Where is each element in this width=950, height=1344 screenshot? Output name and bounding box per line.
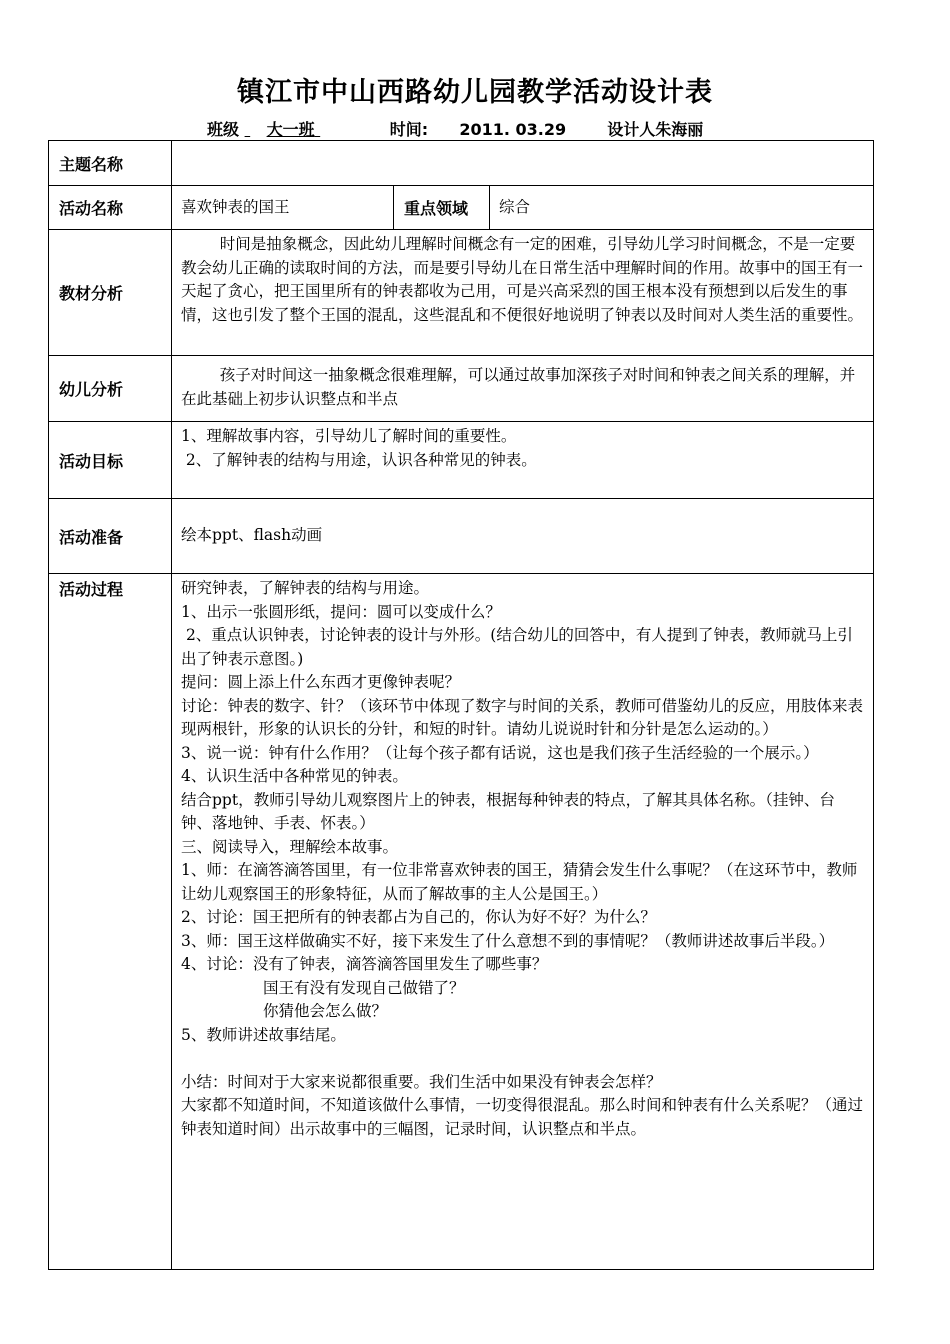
summary-line: 小结：时间对于大家来说都很重要。我们生活中如果没有钟表会怎样？ — [181, 1072, 662, 1091]
theme-value — [172, 141, 874, 186]
class-label: 班级 — [207, 120, 240, 139]
process-line: 1、师：在滴答滴答国里，有一位非常喜欢钟表的国王，猜猜会发生什么事呢？（在这环节中，教师让幼儿观察国王的形象特征，从而了解故事的主人公是国王。） — [181, 861, 858, 903]
children-text: 孩子对时间这一抽象概念很难理解，可以通过故事加深孩子对时间和钟表之间关系的理解，并在此基础上初步认识整点和半点 — [181, 366, 856, 408]
process-line: 提问：圆上添上什么东西才更像钟表呢？ — [181, 673, 461, 691]
row-children — [49, 356, 874, 422]
time-label: 时间: — [389, 120, 429, 139]
process-line: 讨论：钟表的数字、针？（该环节中体现了数字与时间的关系，教师可借鉴幼儿的反应，用肢体来表现两根针，形象的认识长的分针，和短的时针。请幼儿说说时针和分针是怎么运动的。） — [181, 696, 864, 738]
process-label: 活动过程 — [49, 574, 172, 1270]
class-value: 大一班 — [266, 120, 315, 139]
focus-label: 重点领域 — [394, 186, 490, 230]
process-line-indented: 国王有没有发现自己做错了？ — [263, 978, 465, 997]
row-process — [49, 574, 874, 1270]
document-title: 镇江市中山西路幼儿园教学活动设计表 — [237, 77, 713, 108]
process-line: 5、教师讲述故事结尾。 — [181, 1025, 346, 1044]
goals-label: 活动目标 — [49, 422, 172, 499]
goal-item: 1、理解故事内容，引导幼儿了解时间的重要性。 — [181, 427, 517, 445]
process-line: 4、认识生活中各种常见的钟表。 — [181, 767, 408, 785]
class-underline-gap — [245, 120, 267, 139]
blank-line — [181, 1047, 865, 1071]
header-info-line — [207, 117, 703, 140]
row-theme — [49, 141, 874, 186]
process-line: 4、讨论：没有了钟表，滴答滴答国里发生了哪些事？ — [181, 955, 548, 973]
row-prep — [49, 499, 874, 574]
time-value: 2011. 03.29 — [459, 120, 567, 139]
process-line: 三、阅读导入，理解绘本故事。 — [181, 837, 399, 856]
children-label: 幼儿分析 — [49, 356, 172, 422]
material-label: 教材分析 — [49, 230, 172, 356]
process-line: 结合ppt，教师引导幼儿观察图片上的钟表，根据每种钟表的特点，了解其具体名称。（挂钟、台钟、落地钟、手表、怀表。） — [181, 790, 835, 832]
process-line: 3、说一说：钟有什么作用？（让每个孩子都有话说，这也是我们孩子生活经验的一个展示。） — [181, 743, 819, 762]
process-line-indented: 你猜他会怎么做？ — [263, 1002, 388, 1020]
process-line: 研究钟表，了解钟表的结构与用途。 — [181, 579, 430, 597]
process-line: 1、出示一张圆形纸，提问：圆可以变成什么？ — [181, 602, 501, 621]
designer: 设计人朱海丽 — [607, 120, 704, 139]
theme-label: 主题名称 — [49, 141, 172, 186]
process-line: 2、讨论：国王把所有的钟表都占为自己的，你认为好不好？为什么？ — [181, 908, 656, 926]
class-underline-tail — [315, 120, 367, 139]
row-activity — [49, 186, 874, 230]
process-line: 3、师：国王这样做确实不好，接下来发生了什么意想不到的事情呢？（教师讲述故事后半段。） — [181, 931, 835, 950]
activity-value: 喜欢钟表的国王 — [172, 186, 394, 230]
process-line: 2、重点认识钟表，讨论钟表的设计与外形。(结合幼儿的回答中，有人提到了钟表，教师就马上引出了钟表示意图。) — [181, 626, 853, 668]
activity-label: 活动名称 — [49, 186, 172, 230]
focus-value: 综合 — [490, 186, 874, 230]
prep-label: 活动准备 — [49, 499, 172, 574]
summary-line: 大家都不知道时间，不知道该做什么事情，一切变得很混乱。那么时间和钟表有什么关系呢？（通过钟表知道时间）出示故事中的三幅图，记录时间，认识整点和半点。 — [181, 1096, 864, 1138]
row-material — [49, 230, 874, 356]
goal-item: 2、了解钟表的结构与用途，认识各种常见的钟表。 — [181, 450, 537, 469]
prep-text: 绘本ppt、flash动画 — [172, 499, 874, 574]
row-goals — [49, 422, 874, 499]
design-table — [48, 140, 874, 1270]
material-text: 时间是抽象概念，因此幼儿理解时间概念有一定的困难，引导幼儿学习时间概念，不是一定要教会幼儿正确的读取时间的方法，而是要引导幼儿在日常生活中理解时间的作用。故事中的国王有一天起了贪心，把王国里所有的钟表都收为己用，可是兴高采烈的国王根本没有预想到以后发生的事情，这也引发了整个王国的混乱，这些混乱和不便很好地说明了钟表以及时间对人类生活的重要性。 — [181, 235, 864, 324]
